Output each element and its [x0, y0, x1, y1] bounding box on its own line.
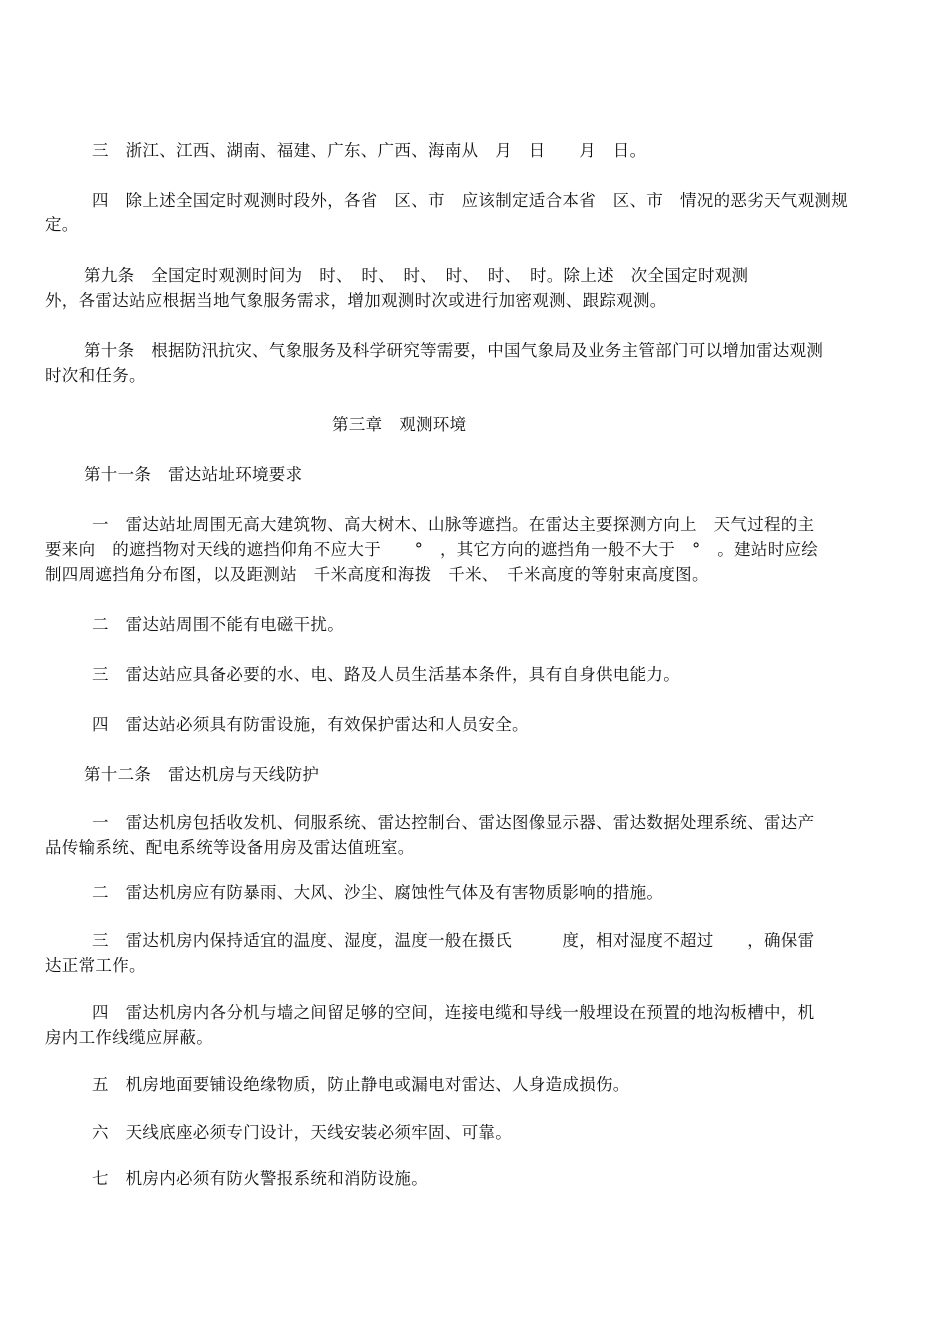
item3-provinces-line-1: 三 浙江、江西、湖南、福建、广东、广西、海南从 月 日 月 日。 — [92, 141, 647, 160]
article12-item1-line-2: 品传输系统、配电系统等设备用房及雷达值班室。 — [45, 838, 415, 857]
article11-item2-line-1: 二 雷达站周围不能有电磁干扰。 — [92, 615, 344, 634]
article9-line-1: 第九条 全国定时观测时间为 时、 时、 时、 时、 时、 时。除上述 次全国定时观测 — [84, 266, 749, 285]
article12-item2-line-1: 二 雷达机房应有防暴雨、大风、沙尘、腐蚀性气体及有害物质影响的措施。 — [92, 883, 664, 902]
article11-item1-line-1: 一 雷达站址周围无高大建筑物、高大树木、山脉等遮挡。在雷达主要探测方向上 天气过程的主 — [92, 515, 815, 534]
chapter3-title: 第三章 观测环境 — [332, 415, 467, 434]
article9-line-2: 外，各雷达站应根据当地气象服务需求，增加观测时次或进行加密观测、跟踪观测。 — [45, 291, 667, 310]
article11-item4-line-1: 四 雷达站必须具有防雷设施，有效保护雷达和人员安全。 — [92, 715, 529, 734]
article12-item1-line-1: 一 雷达机房包括收发机、伺服系统、雷达控制台、雷达图像显示器、雷达数据处理系统、雷达产 — [92, 813, 815, 832]
article12-heading: 第十二条 雷达机房与天线防护 — [84, 765, 320, 784]
article12-item3-line-2: 达正常工作。 — [45, 956, 146, 975]
article11-item1-line-3: 制四周遮挡角分布图，以及距测站 千米高度和海拨 千米、 千米高度的等射束高度图。 — [45, 565, 709, 584]
article11-item1-line-2: 要来向 的遮挡物对天线的遮挡仰角不应大于 ° ，其它方向的遮挡角一般不大于 ° 。建站时应绘 — [45, 540, 819, 559]
article12-item3-line-1: 三 雷达机房内保持适宜的温度、湿度，温度一般在摄氏 度，相对湿度不超过 ，确保雷 — [92, 931, 815, 950]
article12-item7-line-1: 七 机房内必须有防火警报系统和消防设施。 — [92, 1169, 428, 1188]
item4-local-rules-line-2: 定。 — [45, 215, 79, 234]
article11-heading: 第十一条 雷达站址环境要求 — [84, 465, 303, 484]
article10-line-2: 时次和任务。 — [45, 366, 146, 385]
item4-local-rules-line-1: 四 除上述全国定时观测时段外，各省 区、市 应该制定适合本省 区、市 情况的恶劣天气观测规 — [92, 191, 848, 210]
article12-item4-line-1: 四 雷达机房内各分机与墙之间留足够的空间，连接电缆和导线一般埋设在预置的地沟板槽中，机 — [92, 1003, 815, 1022]
article12-item6-line-1: 六 天线底座必须专门设计，天线安装必须牢固、可靠。 — [92, 1123, 512, 1142]
article11-item3-line-1: 三 雷达站应具备必要的水、电、路及人员生活基本条件，具有自身供电能力。 — [92, 665, 680, 684]
article12-item5-line-1: 五 机房地面要铺设绝缘物质，防止静电或漏电对雷达、人身造成损伤。 — [92, 1075, 630, 1094]
article12-item4-line-2: 房内工作线缆应屏蔽。 — [45, 1028, 213, 1047]
article10-line-1: 第十条 根据防汛抗灾、气象服务及科学研究等需要，中国气象局及业务主管部门可以增加雷达观测 — [84, 341, 824, 360]
